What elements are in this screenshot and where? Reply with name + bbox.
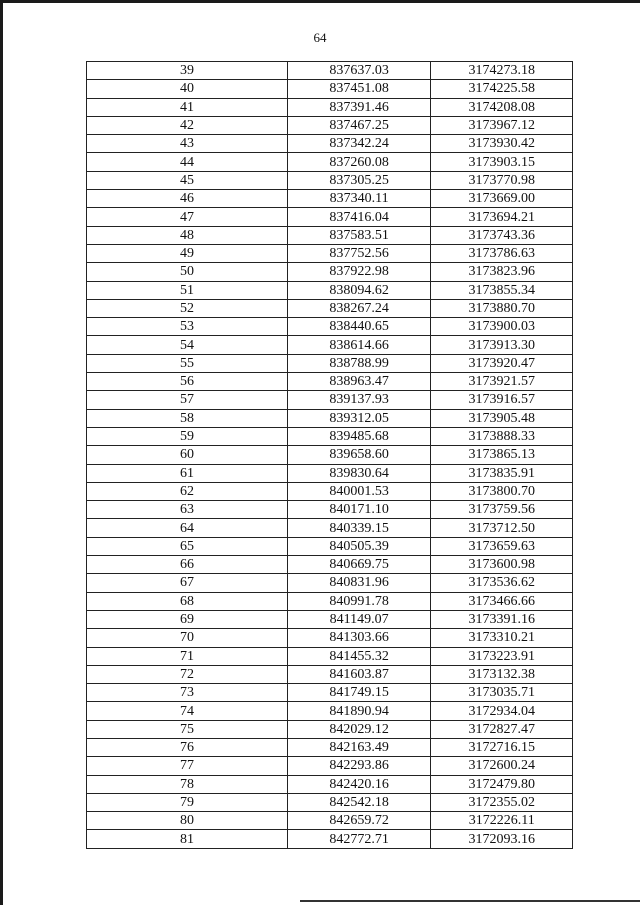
x-coordinate-cell: 842293.86 <box>287 757 431 775</box>
y-coordinate-cell: 3173770.98 <box>431 171 573 189</box>
y-coordinate-cell: 3173800.70 <box>431 482 573 500</box>
y-coordinate-cell: 3173310.21 <box>431 629 573 647</box>
x-coordinate-cell: 837922.98 <box>287 263 431 281</box>
y-coordinate-cell: 3173930.42 <box>431 135 573 153</box>
y-coordinate-cell: 3173903.15 <box>431 153 573 171</box>
y-coordinate-cell: 3172600.24 <box>431 757 573 775</box>
table-row <box>87 336 573 354</box>
point-number-cell: 60 <box>87 446 288 464</box>
x-coordinate-cell: 838788.99 <box>287 354 431 372</box>
table-row <box>87 62 573 80</box>
table-row <box>87 574 573 592</box>
table-row <box>87 98 573 116</box>
point-number-cell: 64 <box>87 519 288 537</box>
x-coordinate-cell: 840669.75 <box>287 556 431 574</box>
x-coordinate-cell: 839485.68 <box>287 427 431 445</box>
x-coordinate-cell: 837451.08 <box>287 80 431 98</box>
y-coordinate-cell: 3173916.57 <box>431 391 573 409</box>
x-coordinate-cell: 842163.49 <box>287 738 431 756</box>
x-coordinate-cell: 838440.65 <box>287 318 431 336</box>
page-border-left <box>0 0 3 905</box>
table-row <box>87 684 573 702</box>
y-coordinate-cell: 3173905.48 <box>431 409 573 427</box>
x-coordinate-cell: 842029.12 <box>287 720 431 738</box>
y-coordinate-cell: 3173669.00 <box>431 190 573 208</box>
coordinates-table <box>86 61 573 849</box>
x-coordinate-cell: 839137.93 <box>287 391 431 409</box>
table-row <box>87 464 573 482</box>
point-number-cell: 39 <box>87 62 288 80</box>
x-coordinate-cell: 837391.46 <box>287 98 431 116</box>
table-row <box>87 116 573 134</box>
y-coordinate-cell: 3172226.11 <box>431 812 573 830</box>
x-coordinate-cell: 840001.53 <box>287 482 431 500</box>
point-number-cell: 52 <box>87 299 288 317</box>
y-coordinate-cell: 3173759.56 <box>431 501 573 519</box>
page-border-bottom <box>300 900 640 902</box>
table-row <box>87 318 573 336</box>
table-row <box>87 281 573 299</box>
y-coordinate-cell: 3174273.18 <box>431 62 573 80</box>
x-coordinate-cell: 841749.15 <box>287 684 431 702</box>
point-number-cell: 65 <box>87 537 288 555</box>
point-number-cell: 67 <box>87 574 288 592</box>
table-row <box>87 135 573 153</box>
x-coordinate-cell: 837342.24 <box>287 135 431 153</box>
x-coordinate-cell: 842772.71 <box>287 830 431 848</box>
x-coordinate-cell: 837305.25 <box>287 171 431 189</box>
table-row <box>87 373 573 391</box>
x-coordinate-cell: 840991.78 <box>287 592 431 610</box>
y-coordinate-cell: 3173921.57 <box>431 373 573 391</box>
point-number-cell: 58 <box>87 409 288 427</box>
table-row <box>87 647 573 665</box>
table-row <box>87 226 573 244</box>
x-coordinate-cell: 841149.07 <box>287 610 431 628</box>
x-coordinate-cell: 840505.39 <box>287 537 431 555</box>
point-number-cell: 57 <box>87 391 288 409</box>
table-row <box>87 629 573 647</box>
y-coordinate-cell: 3173913.30 <box>431 336 573 354</box>
point-number-cell: 43 <box>87 135 288 153</box>
x-coordinate-cell: 837637.03 <box>287 62 431 80</box>
y-coordinate-cell: 3174208.08 <box>431 98 573 116</box>
x-coordinate-cell: 840831.96 <box>287 574 431 592</box>
table-row <box>87 409 573 427</box>
table-row <box>87 263 573 281</box>
table-row <box>87 665 573 683</box>
x-coordinate-cell: 841455.32 <box>287 647 431 665</box>
point-number-cell: 81 <box>87 830 288 848</box>
x-coordinate-cell: 837467.25 <box>287 116 431 134</box>
x-coordinate-cell: 838963.47 <box>287 373 431 391</box>
point-number-cell: 63 <box>87 501 288 519</box>
table-row <box>87 793 573 811</box>
y-coordinate-cell: 3172827.47 <box>431 720 573 738</box>
y-coordinate-cell: 3173712.50 <box>431 519 573 537</box>
table-row <box>87 80 573 98</box>
table-row <box>87 556 573 574</box>
x-coordinate-cell: 841303.66 <box>287 629 431 647</box>
point-number-cell: 54 <box>87 336 288 354</box>
y-coordinate-cell: 3172355.02 <box>431 793 573 811</box>
table-row <box>87 354 573 372</box>
point-number-cell: 80 <box>87 812 288 830</box>
table-row <box>87 537 573 555</box>
page-border-top <box>0 0 640 3</box>
table-row <box>87 153 573 171</box>
x-coordinate-cell: 839830.64 <box>287 464 431 482</box>
point-number-cell: 73 <box>87 684 288 702</box>
y-coordinate-cell: 3173659.63 <box>431 537 573 555</box>
point-number-cell: 48 <box>87 226 288 244</box>
table-row <box>87 446 573 464</box>
page-number: 64 <box>313 30 327 45</box>
table-row <box>87 702 573 720</box>
x-coordinate-cell: 838094.62 <box>287 281 431 299</box>
point-number-cell: 61 <box>87 464 288 482</box>
coordinates-table-body <box>87 62 573 849</box>
table-row <box>87 391 573 409</box>
point-number-cell: 71 <box>87 647 288 665</box>
point-number-cell: 70 <box>87 629 288 647</box>
table-row <box>87 775 573 793</box>
y-coordinate-cell: 3173888.33 <box>431 427 573 445</box>
x-coordinate-cell: 837583.51 <box>287 226 431 244</box>
x-coordinate-cell: 837260.08 <box>287 153 431 171</box>
point-number-cell: 45 <box>87 171 288 189</box>
table-row <box>87 720 573 738</box>
x-coordinate-cell: 837416.04 <box>287 208 431 226</box>
y-coordinate-cell: 3173466.66 <box>431 592 573 610</box>
point-number-cell: 62 <box>87 482 288 500</box>
point-number-cell: 74 <box>87 702 288 720</box>
y-coordinate-cell: 3173743.36 <box>431 226 573 244</box>
point-number-cell: 66 <box>87 556 288 574</box>
point-number-cell: 53 <box>87 318 288 336</box>
table-row <box>87 190 573 208</box>
point-number-cell: 56 <box>87 373 288 391</box>
y-coordinate-cell: 3172093.16 <box>431 830 573 848</box>
table-row <box>87 208 573 226</box>
table-row <box>87 830 573 848</box>
point-number-cell: 76 <box>87 738 288 756</box>
x-coordinate-cell: 840339.15 <box>287 519 431 537</box>
y-coordinate-cell: 3172716.15 <box>431 738 573 756</box>
y-coordinate-cell: 3173391.16 <box>431 610 573 628</box>
y-coordinate-cell: 3173855.34 <box>431 281 573 299</box>
y-coordinate-cell: 3173223.91 <box>431 647 573 665</box>
y-coordinate-cell: 3173920.47 <box>431 354 573 372</box>
table-row <box>87 812 573 830</box>
table-row <box>87 299 573 317</box>
table-row <box>87 519 573 537</box>
y-coordinate-cell: 3173600.98 <box>431 556 573 574</box>
x-coordinate-cell: 837340.11 <box>287 190 431 208</box>
table-row <box>87 244 573 262</box>
y-coordinate-cell: 3173880.70 <box>431 299 573 317</box>
y-coordinate-cell: 3173835.91 <box>431 464 573 482</box>
x-coordinate-cell: 839312.05 <box>287 409 431 427</box>
point-number-cell: 42 <box>87 116 288 134</box>
y-coordinate-cell: 3173536.62 <box>431 574 573 592</box>
x-coordinate-cell: 838267.24 <box>287 299 431 317</box>
x-coordinate-cell: 841890.94 <box>287 702 431 720</box>
point-number-cell: 49 <box>87 244 288 262</box>
y-coordinate-cell: 3173694.21 <box>431 208 573 226</box>
x-coordinate-cell: 842420.16 <box>287 775 431 793</box>
table-row <box>87 592 573 610</box>
point-number-cell: 44 <box>87 153 288 171</box>
y-coordinate-cell: 3173967.12 <box>431 116 573 134</box>
point-number-cell: 77 <box>87 757 288 775</box>
table-row <box>87 610 573 628</box>
y-coordinate-cell: 3173035.71 <box>431 684 573 702</box>
table-row <box>87 427 573 445</box>
y-coordinate-cell: 3173865.13 <box>431 446 573 464</box>
point-number-cell: 69 <box>87 610 288 628</box>
y-coordinate-cell: 3173823.96 <box>431 263 573 281</box>
x-coordinate-cell: 837752.56 <box>287 244 431 262</box>
x-coordinate-cell: 842659.72 <box>287 812 431 830</box>
x-coordinate-cell: 842542.18 <box>287 793 431 811</box>
point-number-cell: 50 <box>87 263 288 281</box>
x-coordinate-cell: 838614.66 <box>287 336 431 354</box>
point-number-cell: 47 <box>87 208 288 226</box>
point-number-cell: 40 <box>87 80 288 98</box>
table-row <box>87 757 573 775</box>
point-number-cell: 46 <box>87 190 288 208</box>
point-number-cell: 75 <box>87 720 288 738</box>
point-number-cell: 72 <box>87 665 288 683</box>
x-coordinate-cell: 840171.10 <box>287 501 431 519</box>
y-coordinate-cell: 3173132.38 <box>431 665 573 683</box>
point-number-cell: 68 <box>87 592 288 610</box>
y-coordinate-cell: 3173900.03 <box>431 318 573 336</box>
point-number-cell: 41 <box>87 98 288 116</box>
point-number-cell: 79 <box>87 793 288 811</box>
x-coordinate-cell: 839658.60 <box>287 446 431 464</box>
point-number-cell: 51 <box>87 281 288 299</box>
point-number-cell: 78 <box>87 775 288 793</box>
x-coordinate-cell: 841603.87 <box>287 665 431 683</box>
table-row <box>87 482 573 500</box>
table-row <box>87 738 573 756</box>
table-row <box>87 171 573 189</box>
point-number-cell: 59 <box>87 427 288 445</box>
y-coordinate-cell: 3172934.04 <box>431 702 573 720</box>
y-coordinate-cell: 3172479.80 <box>431 775 573 793</box>
point-number-cell: 55 <box>87 354 288 372</box>
table-row <box>87 501 573 519</box>
y-coordinate-cell: 3174225.58 <box>431 80 573 98</box>
y-coordinate-cell: 3173786.63 <box>431 244 573 262</box>
